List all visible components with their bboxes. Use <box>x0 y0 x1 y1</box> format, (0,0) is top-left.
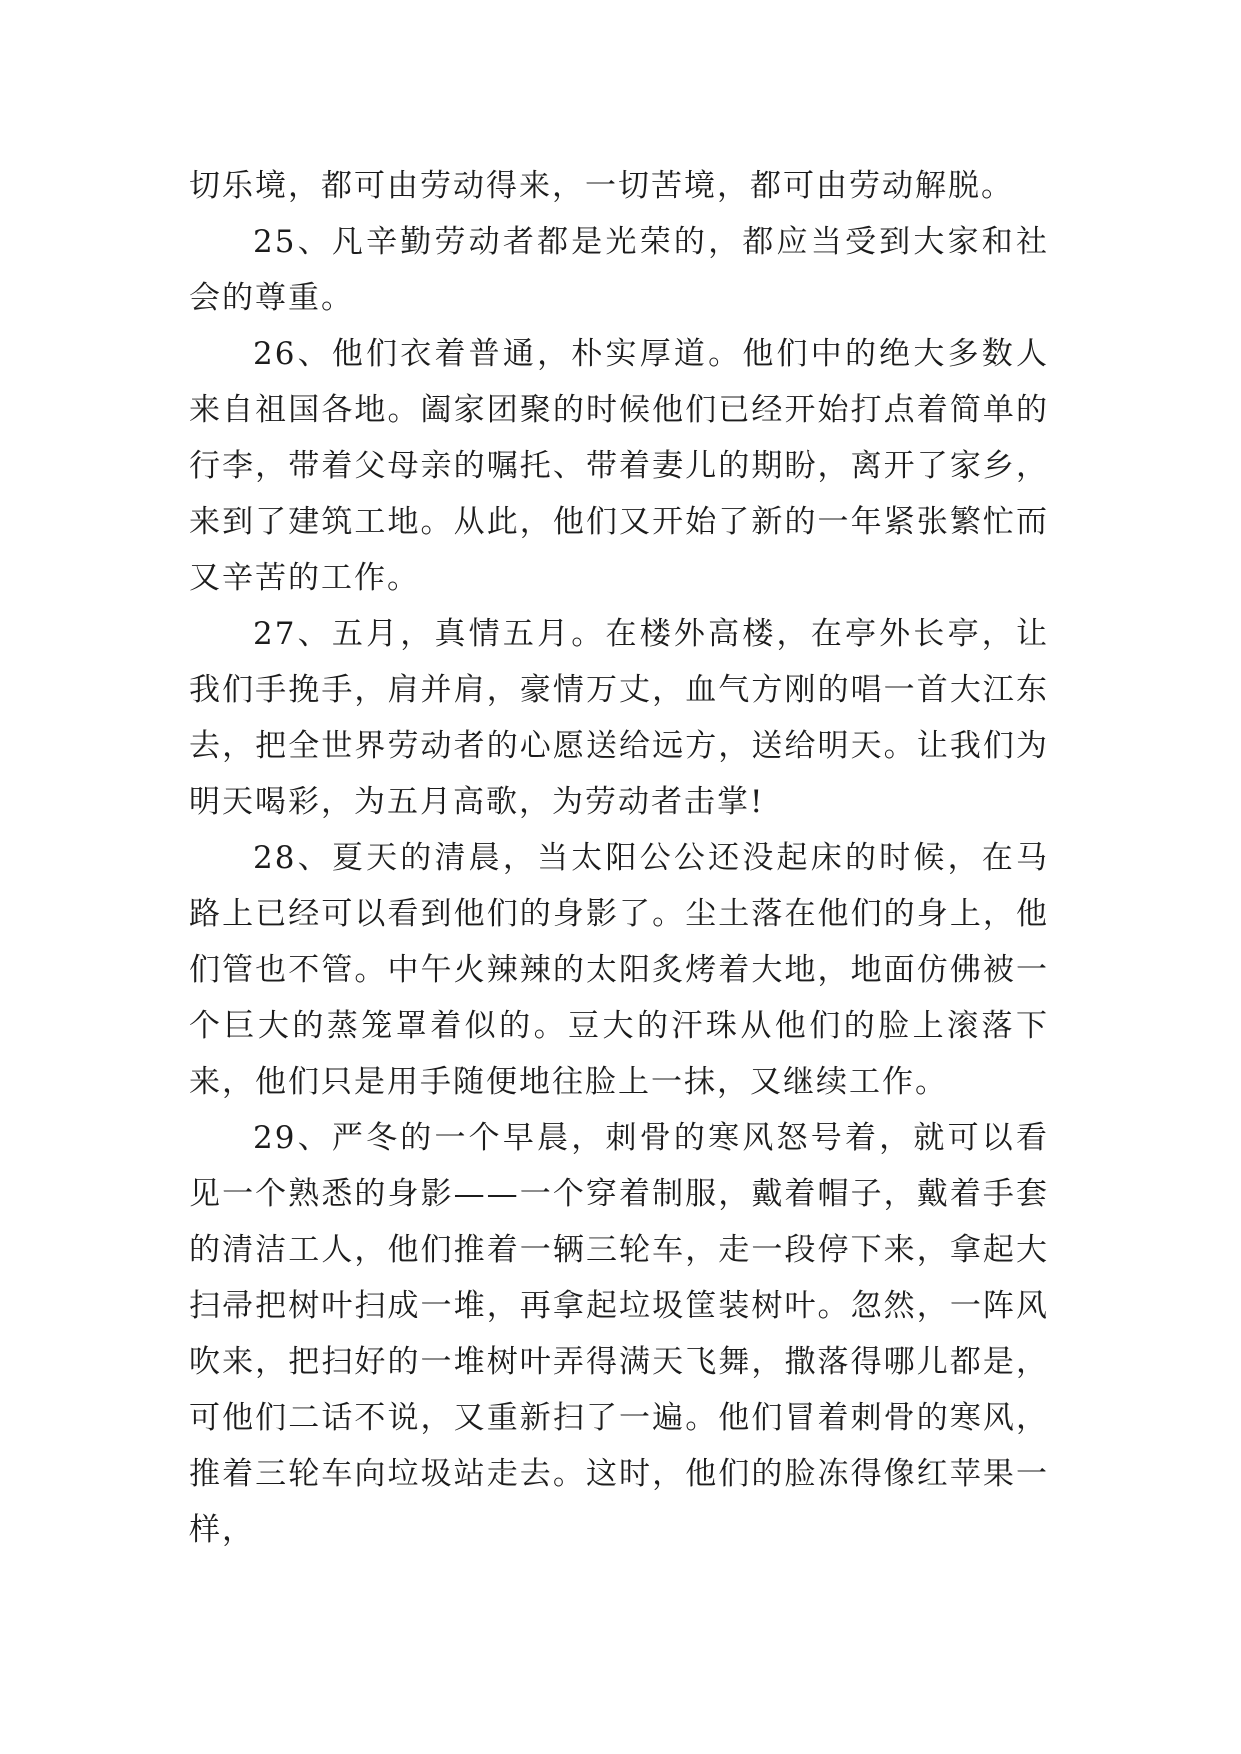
paragraph-27: 27、五月，真情五月。在楼外高楼，在亭外长亭，让我们手挽手，肩并肩，豪情万丈，血气方刚的唱一首大江东去，把全世界劳动者的心愿送给远方，送给明天。让我们为明天喝彩，为五月高歌，为劳动者击掌! <box>189 616 1049 820</box>
paragraph-26: 26、他们衣着普通，朴实厚道。他们中的绝大多数人来自祖国各地。阖家团聚的时候他们已经开始打点着简单的行李，带着父母亲的嘱托、带着妻儿的期盼，离开了家乡，来到了建筑工地。从此，他们又开始了新的一年紧张繁忙而又辛苦的工作。 <box>189 336 1049 596</box>
paragraph-28: 28、夏天的清晨，当太阳公公还没起床的时候，在马路上已经可以看到他们的身影了。尘土落在他们的身上，他们管也不管。中午火辣辣的太阳炙烤着大地，地面仿佛被一个巨大的蒸笼罩着似的。豆大的汗珠从他们的脸上滚落下来，他们只是用手随便地往脸上一抹，又继续工作。 <box>189 840 1049 1100</box>
paragraph-continuation: 切乐境，都可由劳动得来，一切苦境，都可由劳动解脱。 <box>189 168 1014 204</box>
paragraph-29: 29、严冬的一个早晨，刺骨的寒风怒号着，就可以看见一个熟悉的身影——一个穿着制服，戴着帽子，戴着手套的清洁工人，他们推着一辆三轮车，走一段停下来，拿起大扫帚把树叶扫成一堆，再拿起垃圾筐装树叶。忽然，一阵风吹来，把扫好的一堆树叶弄得满天飞舞，撒落得哪儿都是，可他们二话不说，又重新扫了一遍。他们冒着刺骨的寒风，推着三轮车向垃圾站走去。这时，他们的脸冻得像红苹果一样， <box>189 1120 1049 1548</box>
document-body <box>189 158 1049 1558</box>
paragraph-25: 25、凡辛勤劳动者都是光荣的，都应当受到大家和社会的尊重。 <box>189 224 1049 316</box>
